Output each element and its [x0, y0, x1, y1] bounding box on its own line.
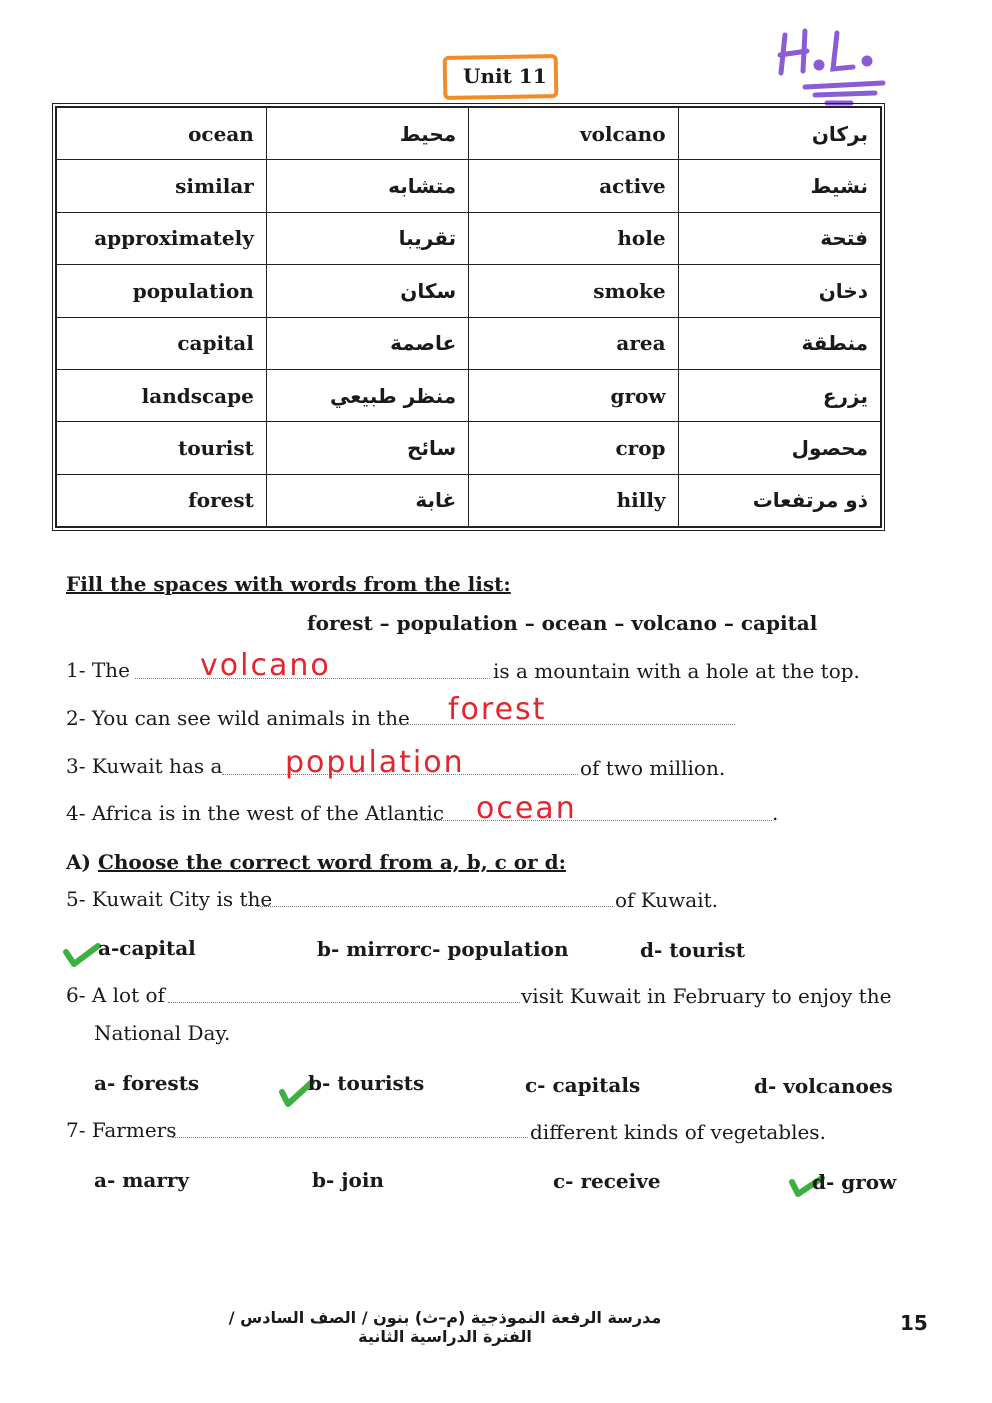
q6-option-b[interactable]: b- tourists — [308, 1071, 425, 1095]
teacher-initials — [775, 25, 895, 115]
vocab-arabic: عاصمة — [266, 317, 468, 369]
question-1 — [66, 658, 130, 682]
q3-text-before: Kuwait has a — [91, 754, 223, 778]
q5-option-a[interactable]: a-capital — [98, 936, 196, 960]
page-number: 15 — [900, 1311, 928, 1335]
q2-blank[interactable] — [383, 720, 735, 725]
q5-option-c[interactable]: c- population — [419, 937, 569, 961]
vocab-english: capital — [57, 317, 267, 369]
vocab-arabic: محصول — [678, 422, 880, 474]
vocab-english: similar — [57, 160, 267, 212]
q3-number: 3- — [66, 754, 86, 778]
vocab-english: active — [469, 160, 678, 212]
q1-text-before: The — [91, 658, 130, 682]
question-6 — [66, 983, 165, 1007]
fill-heading: Fill the spaces with words from the list: — [66, 572, 511, 596]
vocab-row — [57, 160, 881, 212]
vocab-arabic: نشيط — [678, 160, 880, 212]
q3-text-after: of two million. — [580, 756, 726, 780]
q5-text-after: of Kuwait. — [615, 888, 719, 912]
vocab-arabic: غابة — [266, 474, 468, 526]
q7-blank[interactable] — [172, 1133, 528, 1138]
q7-option-b[interactable]: b- join — [312, 1168, 384, 1192]
q6-option-a[interactable]: a- forests — [94, 1071, 200, 1095]
q4-blank[interactable] — [414, 816, 772, 821]
choose-heading: Choose the correct word from a, b, c or d: — [97, 850, 566, 874]
question-7 — [66, 1118, 176, 1142]
vocab-row — [57, 369, 881, 421]
q7-text-after: different kinds of vegetables. — [530, 1120, 826, 1144]
vocab-row — [57, 212, 881, 264]
vocab-arabic: فتحة — [678, 212, 880, 264]
vocab-arabic: سائح — [266, 422, 468, 474]
vocab-arabic: يزرع — [678, 369, 880, 421]
vocab-arabic: تقريبا — [266, 212, 468, 264]
vocab-arabic: منظر طبيعي — [266, 369, 468, 421]
vocabulary-table — [52, 103, 885, 531]
q7-number: 7- — [66, 1118, 86, 1142]
vocab-english: crop — [469, 422, 678, 474]
q5-blank[interactable] — [257, 902, 613, 907]
q5-text-before: Kuwait City is the — [91, 887, 273, 911]
q5-option-b-c — [317, 937, 569, 961]
vocab-english: volcano — [469, 108, 678, 160]
q6-option-c[interactable]: c- capitals — [525, 1073, 641, 1097]
vocab-arabic: دخان — [678, 265, 880, 317]
q2-number: 2- — [66, 706, 86, 730]
vocab-arabic: متشابه — [266, 160, 468, 212]
q4-text-after: . — [772, 801, 779, 825]
q5-option-b[interactable]: b- mirror — [317, 937, 420, 961]
q4-number: 4- — [66, 801, 86, 825]
question-2 — [66, 706, 410, 730]
q2-answer: forest — [448, 692, 547, 727]
vocab-row — [57, 422, 881, 474]
choose-prefix: A) — [66, 850, 91, 874]
vocab-english: smoke — [469, 265, 678, 317]
question-4 — [66, 801, 444, 825]
vocab-row — [57, 317, 881, 369]
q6-number: 6- — [66, 983, 86, 1007]
vocab-arabic: بركان — [678, 108, 880, 160]
vocab-english: area — [469, 317, 678, 369]
vocab-english: hole — [469, 212, 678, 264]
footer-school-info: مدرسة الرفعة النموذجية (م–ث) بنون / الصف السادس / الفترة الدراسية الثانية — [228, 1308, 662, 1346]
q1-number: 1- — [66, 658, 86, 682]
vocab-arabic: منطقة — [678, 317, 880, 369]
question-3 — [66, 754, 222, 778]
vocab-arabic: محيط — [266, 108, 468, 160]
vocab-english: forest — [57, 474, 267, 526]
vocab-english: landscape — [57, 369, 267, 421]
q7-option-c[interactable]: c- receive — [553, 1169, 661, 1193]
q7-text-before: Farmers — [91, 1118, 177, 1142]
q3-answer: population — [285, 745, 465, 780]
vocab-english: tourist — [57, 422, 267, 474]
q4-text-before: Africa is in the west of the Atlantic — [91, 801, 445, 825]
q6-text-line2: National Day. — [94, 1021, 231, 1045]
teacher-initials-handwriting — [775, 25, 895, 115]
question-5 — [66, 887, 272, 911]
vocab-english: approximately — [57, 212, 267, 264]
q5-number: 5- — [66, 887, 86, 911]
q6-option-d[interactable]: d- volcanoes — [754, 1074, 893, 1098]
vocab-english: hilly — [469, 474, 678, 526]
q7-option-a[interactable]: a- marry — [94, 1168, 190, 1192]
q5-check-icon — [62, 938, 102, 968]
q2-text-before: You can see wild animals in the — [91, 706, 410, 730]
vocab-arabic: ذو مرتفعات — [678, 474, 880, 526]
vocab-row — [57, 474, 881, 526]
q6-text-after: visit Kuwait in February to enjoy the — [521, 984, 892, 1008]
vocab-row — [57, 108, 881, 160]
vocab-arabic: سكان — [266, 265, 468, 317]
unit-title: Unit 11 — [463, 64, 547, 88]
q7-option-d[interactable]: d- grow — [812, 1170, 897, 1194]
word-list: forest – population – ocean – volcano – capital — [307, 611, 818, 635]
vocab-english: grow — [469, 369, 678, 421]
q4-answer: ocean — [476, 791, 577, 826]
q6-blank[interactable] — [168, 998, 520, 1003]
q1-text-after: is a mountain with a hole at the top. — [493, 659, 860, 683]
q1-answer: volcano — [200, 648, 331, 683]
q6-text-before: A lot of — [91, 983, 165, 1007]
vocab-row — [57, 265, 881, 317]
choose-heading-row — [66, 850, 566, 874]
q5-option-d[interactable]: d- tourist — [640, 938, 745, 962]
vocab-english: population — [57, 265, 267, 317]
vocab-english: ocean — [57, 108, 267, 160]
